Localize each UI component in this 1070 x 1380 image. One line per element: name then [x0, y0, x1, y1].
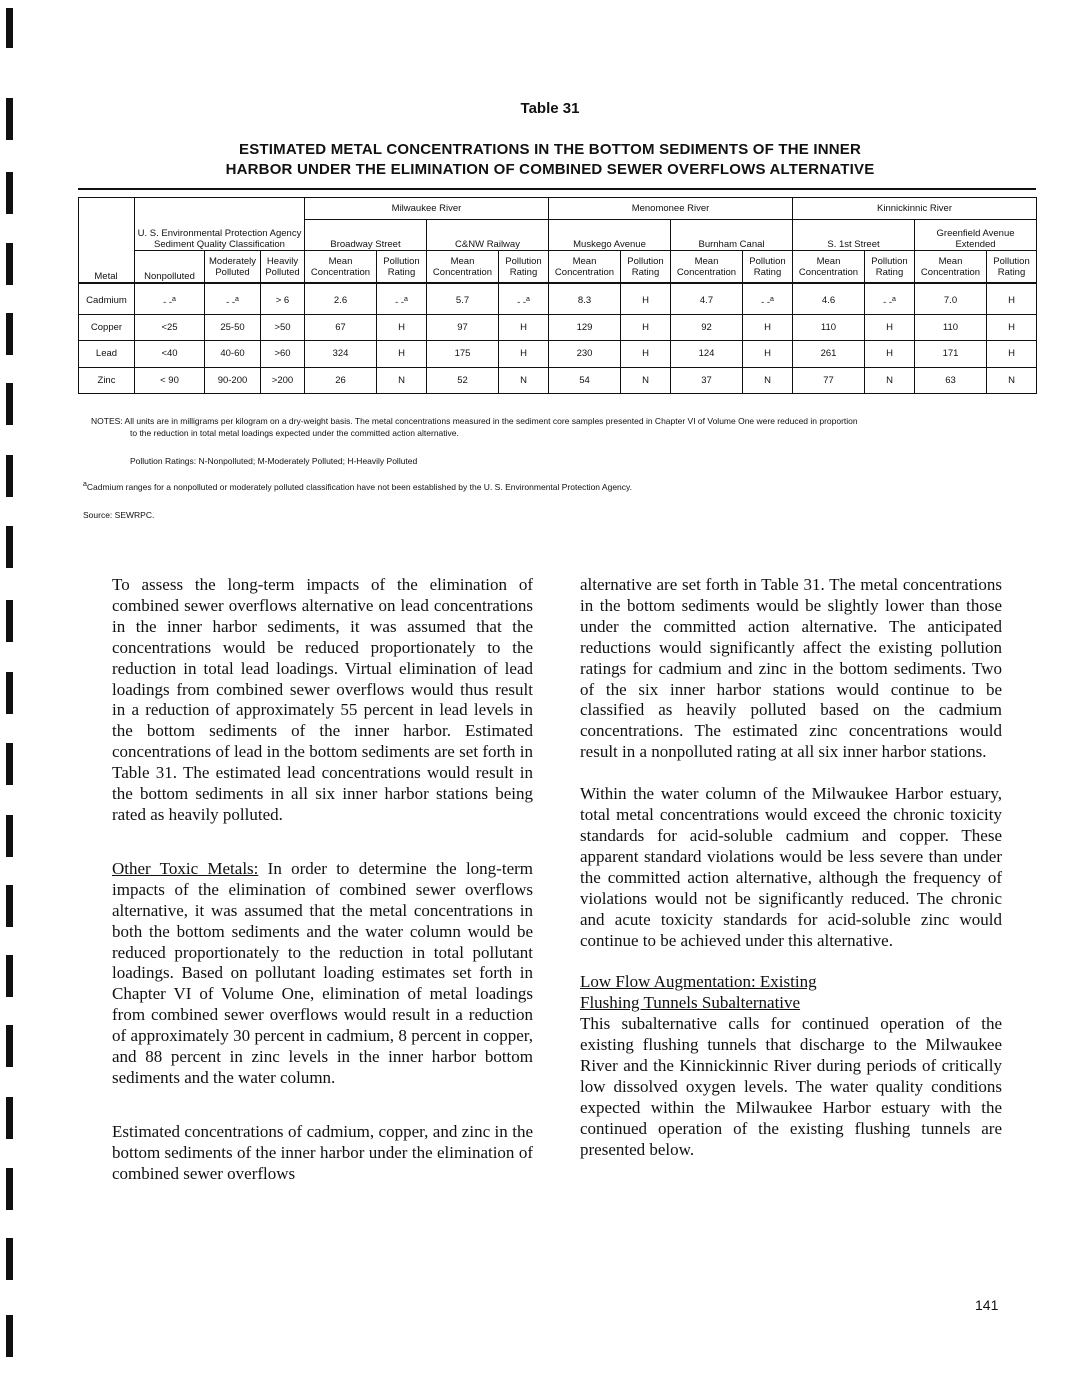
mean-value: 261: [820, 348, 837, 360]
binding-mark: [6, 313, 13, 355]
heavy-cell: [261, 314, 305, 340]
binding-mark: [6, 526, 13, 568]
station-header: C&NW Railway: [427, 220, 549, 251]
moderate-cell: [205, 341, 261, 367]
mean-concentration-cell: [305, 367, 377, 393]
mean-concentration-cell: [915, 341, 987, 367]
mean-concentration-cell: [793, 284, 865, 315]
mean-concentration-cell: [793, 341, 865, 367]
nonpolluted-cell: [135, 314, 205, 340]
mean-value: 26: [335, 374, 346, 386]
rating-value: H: [764, 348, 771, 360]
mean-value: 54: [579, 374, 590, 386]
mean-value: 92: [701, 322, 712, 334]
pollution-rating-header: Pollution Rating: [377, 251, 427, 283]
binding-mark: [6, 885, 13, 927]
pollution-rating-cell: [621, 314, 671, 340]
left-column: [112, 575, 533, 1206]
pollution-rating-header: Pollution Rating: [499, 251, 549, 283]
mean-value: 7.0: [943, 295, 958, 307]
mean-concentration-cell: [671, 314, 743, 340]
moderate-cell: [205, 367, 261, 393]
rating-value: H: [1008, 295, 1015, 307]
station-header: Broadway Street: [305, 220, 427, 251]
table-title-line: HARBOR UNDER THE ELIMINATION OF COMBINED SEWER OVERFLOWS ALTERNATIVE: [225, 161, 875, 178]
source-text: Source: SEWRPC.: [83, 510, 155, 520]
pollution-rating-cell: [621, 284, 671, 315]
mean-value: 52: [457, 374, 468, 386]
footnote-a-text: Cadmium ranges for a nonpolluted or moderately polluted classification have not been established by the U. S. Environmental Protection Agency.: [86, 481, 633, 492]
mean-concentration-cell: [427, 367, 499, 393]
paragraph: [112, 859, 533, 1089]
binding-mark: [6, 8, 13, 48]
mean-concentration-cell: [671, 341, 743, 367]
mean-concentration-header: Mean Concentration: [549, 251, 621, 283]
mean-value: 4.7: [699, 295, 714, 307]
table-top-rule: [78, 188, 1036, 190]
mean-value: 175: [454, 348, 471, 360]
binding-mark: [6, 383, 13, 425]
rating-value: N: [1008, 374, 1015, 386]
moderate-range: 40-60: [220, 348, 245, 360]
binding-mark: [6, 1025, 13, 1067]
class-header-moderate: Moderately Polluted: [205, 251, 261, 283]
mean-concentration-cell: [549, 314, 621, 340]
pollution-rating-cell: [499, 284, 549, 315]
station-header: Muskego Avenue: [549, 220, 671, 251]
rating-value: N: [764, 374, 771, 386]
footnote-marker: a: [172, 295, 176, 303]
rating-value: H: [642, 295, 649, 307]
pollution-rating-header: Pollution Rating: [865, 251, 915, 283]
rating-value: N: [642, 374, 649, 386]
metal-concentration-table: [78, 197, 1037, 394]
rating-value: H: [1008, 322, 1015, 334]
mean-value: 67: [335, 322, 346, 334]
mean-value: 324: [332, 348, 349, 360]
rating-value: H: [764, 322, 771, 334]
paragraph: To assess the long-term impacts of the elimination of combined sewer overflows alternative on lead concentrations in the inner harbor sediments, it was assumed that the concentrations would be reduced proportionately to the reduction in total lead loadings. Virtual elimination of lead loadings from combined sewer overflows would thus result in a reduction of approximately 55 percent in lead levels in the bottom sediments of the inner harbor. Estimated concentrations of lead in the bottom sediments are set forth in Table 31. The estimated lead concentrations would result in the bottom sediments in all six inner harbor stations being rated as heavily polluted.: [112, 575, 533, 824]
nonpolluted-cell: [135, 284, 205, 315]
table-row: [79, 314, 1037, 340]
right-column: [580, 575, 1002, 1182]
rating-value: H: [886, 322, 893, 334]
mean-concentration-cell: [305, 341, 377, 367]
footnote-dash: - -: [395, 297, 405, 309]
pollution-rating-cell: [499, 314, 549, 340]
pollution-rating-cell: [499, 367, 549, 393]
mean-value: 110: [942, 322, 959, 334]
binding-mark: [6, 815, 13, 857]
metal-cell: [79, 367, 135, 393]
epa-classification-header: U. S. Environmental Protection Agency Sediment Quality Classification: [135, 198, 305, 251]
binding-mark: [6, 743, 13, 785]
pollution-rating-cell: [377, 284, 427, 315]
section-heading-line: Low Flow Augmentation: Existing: [580, 972, 817, 992]
class-header-nonpolluted: Nonpolluted: [135, 251, 205, 283]
heavy-cell: [261, 341, 305, 367]
pollution-rating-cell: [499, 341, 549, 367]
heavy-range: >50: [274, 322, 291, 334]
footnote-dash: - -: [517, 297, 527, 309]
mean-concentration-cell: [793, 314, 865, 340]
heavy-cell: [261, 367, 305, 393]
rating-value: H: [642, 348, 649, 360]
pollution-rating-cell: [621, 367, 671, 393]
mean-concentration-cell: [305, 314, 377, 340]
moderate-cell: [205, 284, 261, 315]
metal-cell: [79, 341, 135, 367]
metal-header-spacer: [79, 198, 135, 283]
pollution-rating-cell: [621, 341, 671, 367]
pollution-rating-cell: [743, 367, 793, 393]
paragraph-text: In order to determine the long-term impacts of the elimination of combined sewer overflows alternative, it was assumed that the metal concentrations in both the bottom sediments and the water column would be reduced proportionately to the reduction in total pollutant loadings. Based on pollutant loading estimates set forth in Chapter VI of Volume One, elimination of metal loadings from combined sewer overflows would result in a reduction of approximately 30 percent in cadmium, 8 percent in copper, and 88 percent in zinc levels in the inner harbor bottom sediments and the water column.: [112, 858, 533, 1087]
rating-value: H: [886, 348, 893, 360]
mean-concentration-cell: [427, 341, 499, 367]
notes-units: NOTES: All units are in milligrams per kilogram on a dry-weight basis. The metal concentrations measured in the sediment core samples presented in Chapter VI of Volume One were reduced in proportion: [91, 416, 858, 426]
table-notes: [91, 415, 1041, 439]
mean-concentration-cell: [915, 314, 987, 340]
mean-concentration-cell: [549, 367, 621, 393]
metal-name: Copper: [90, 322, 123, 334]
pollution-rating-cell: [865, 367, 915, 393]
rating-value: N: [886, 374, 893, 386]
table-row: [79, 284, 1037, 315]
mean-concentration-cell: [427, 284, 499, 315]
table-title-line: ESTIMATED METAL CONCENTRATIONS IN THE BOTTOM SEDIMENTS OF THE INNER: [238, 141, 861, 158]
mean-concentration-cell: [427, 314, 499, 340]
nonpolluted-cell: [135, 341, 205, 367]
rating-value: H: [1008, 348, 1015, 360]
table-body: [79, 284, 1037, 394]
moderate-range: 90-200: [217, 374, 248, 386]
station-header: Burnham Canal: [671, 220, 793, 251]
rating-value: H: [520, 348, 527, 360]
footnote-dash: - -: [883, 297, 893, 309]
pollution-rating-cell: [377, 367, 427, 393]
binding-mark: [6, 600, 13, 642]
metal-name: Cadmium: [86, 295, 127, 307]
mean-concentration-cell: [305, 284, 377, 315]
footnote-a-marker: a: [83, 481, 87, 488]
mean-value: 37: [701, 374, 712, 386]
pollution-rating-header: Pollution Rating: [987, 251, 1037, 283]
river-header: Menomonee River: [549, 198, 793, 220]
mean-concentration-cell: [671, 367, 743, 393]
paragraph: Estimated concentrations of cadmium, copper, and zinc in the bottom sediments of the inner harbor under the elimination of combined sewer overflows: [112, 1121, 533, 1183]
heavy-range: >60: [274, 348, 291, 360]
mean-value: 63: [945, 374, 956, 386]
binding-mark: [6, 1097, 13, 1139]
metal-header-label: Metal: [94, 271, 118, 282]
footnote-dash: - -: [761, 297, 771, 309]
binding-mark: [6, 955, 13, 997]
heavy-cell: [261, 284, 305, 315]
pollution-rating-cell: [743, 341, 793, 367]
table-row: [79, 341, 1037, 367]
binding-mark: [6, 672, 13, 714]
mean-value: 129: [576, 322, 593, 334]
nonpolluted-range: <40: [161, 348, 178, 360]
nonpolluted-range: <25: [161, 322, 178, 334]
moderate-cell: [205, 314, 261, 340]
mean-concentration-cell: [549, 341, 621, 367]
pollution-rating-cell: [377, 314, 427, 340]
mean-concentration-cell: [915, 284, 987, 315]
mean-concentration-header: Mean Concentration: [793, 251, 865, 283]
pollution-rating-cell: [377, 341, 427, 367]
mean-concentration-cell: [915, 367, 987, 393]
rating-value: H: [520, 322, 527, 334]
pollution-rating-cell: [987, 367, 1037, 393]
pollution-ratings-text: Pollution Ratings: N-Nonpolluted; M-Moderately Polluted; H-Heavily Polluted: [130, 456, 418, 466]
nonpolluted-range: < 90: [160, 374, 179, 386]
footnote-marker: a: [404, 295, 408, 303]
heavy-range: > 6: [275, 295, 290, 307]
metal-cell: [79, 284, 135, 315]
page-number: 141: [975, 1297, 999, 1313]
mean-concentration-cell: [793, 367, 865, 393]
pollution-rating-cell: [865, 314, 915, 340]
rating-value: N: [398, 374, 405, 386]
mean-concentration-header: Mean Concentration: [671, 251, 743, 283]
pollution-rating-cell: [865, 341, 915, 367]
paragraph: This subalternative calls for continued operation of the existing flushing tunnels that discharge to the Milwaukee River and the Kinnickinnic River during periods of critically low dissolved oxygen levels. The water quality conditions expected within the Milwaukee Harbor estuary with the continued operation of the existing flushing tunnels are presented below.: [580, 1014, 1002, 1159]
mean-value: 4.6: [821, 295, 836, 307]
metal-cell: [79, 314, 135, 340]
mean-value: 230: [576, 348, 593, 360]
footnote-dash: - -: [226, 297, 236, 309]
section-heading-low-flow: [580, 972, 1002, 1014]
section-heading-line: Flushing Tunnels Subalternative: [580, 993, 801, 1013]
pollution-rating-cell: [743, 314, 793, 340]
mean-concentration-cell: [549, 284, 621, 315]
station-header: Greenfield Avenue Extended: [915, 220, 1037, 251]
footnote-marker: a: [526, 295, 530, 303]
binding-mark: [6, 1238, 13, 1280]
river-header: Milwaukee River: [305, 198, 549, 220]
footnote-marker: a: [235, 295, 239, 303]
rating-value: H: [398, 348, 405, 360]
mean-value: 5.7: [455, 295, 470, 307]
mean-concentration-header: Mean Concentration: [427, 251, 499, 283]
pollution-ratings-note: [130, 455, 1070, 467]
mean-concentration-cell: [671, 284, 743, 315]
nonpolluted-cell: [135, 367, 205, 393]
pollution-rating-cell: [987, 284, 1037, 315]
binding-mark: [6, 1168, 13, 1210]
section-heading-other-toxic-metals: Other Toxic Metals:: [112, 858, 259, 878]
pollution-rating-cell: [743, 284, 793, 315]
notes-units-continued: to the reduction in total metal loadings expected under the committed action alternative.: [130, 428, 459, 438]
footnote-marker: a: [770, 295, 774, 303]
binding-mark: [6, 243, 13, 285]
footnote-a: [83, 479, 1033, 493]
mean-value: 97: [457, 322, 468, 334]
binding-mark: [6, 1315, 13, 1357]
rating-value: N: [520, 374, 527, 386]
paragraph: Within the water column of the Milwaukee Harbor estuary, total metal concentrations would exceed the chronic toxicity standards for acid-soluble cadmium and copper. These apparent standard violations would be less severe than under the committed action alternative, although the frequency of violations would not be significantly reduced. The chronic and acute toxicity standards for acid-soluble zinc would continue to be achieved under this alternative.: [580, 784, 1002, 950]
pollution-rating-cell: [987, 341, 1037, 367]
footnote-dash: - -: [163, 297, 173, 309]
mean-value: 77: [823, 374, 834, 386]
pollution-rating-cell: [865, 284, 915, 315]
pollution-rating-header: Pollution Rating: [621, 251, 671, 283]
metal-name: Zinc: [97, 374, 116, 386]
pollution-rating-cell: [987, 314, 1037, 340]
mean-concentration-header: Mean Concentration: [915, 251, 987, 283]
rating-value: H: [398, 322, 405, 334]
mean-value: 110: [820, 322, 837, 334]
mean-value: 124: [698, 348, 715, 360]
mean-value: 171: [942, 348, 959, 360]
table-caption: Table 31: [520, 100, 580, 117]
station-header: S. 1st Street: [793, 220, 915, 251]
mean-value: 8.3: [577, 295, 592, 307]
paragraph: alternative are set forth in Table 31. The metal concentrations in the bottom sediments would be slightly lower than those under the committed action alternative. The anticipated reductions would significantly affect the existing pollution ratings for cadmium and zinc in the bottom sediments. Two of the six inner harbor stations would continue to be classified as heavily polluted based on the cadmium concentrations. The estimated zinc concentrations would result in a nonpolluted rating at all six inner harbor stations.: [580, 575, 1002, 762]
table-title: [0, 140, 1070, 180]
binding-mark: [6, 455, 13, 497]
source-note: [83, 509, 1033, 521]
table-row: [79, 367, 1037, 393]
heavy-range: >200: [271, 374, 294, 386]
mean-concentration-header: Mean Concentration: [305, 251, 377, 283]
metal-name: Lead: [95, 348, 118, 360]
footnote-marker: a: [892, 295, 896, 303]
rating-value: H: [642, 322, 649, 334]
river-header: Kinnickinnic River: [793, 198, 1037, 220]
class-header-heavy: Heavily Polluted: [261, 251, 305, 283]
moderate-range: 25-50: [220, 322, 245, 334]
mean-value: 2.6: [333, 295, 348, 307]
pollution-rating-header: Pollution Rating: [743, 251, 793, 283]
